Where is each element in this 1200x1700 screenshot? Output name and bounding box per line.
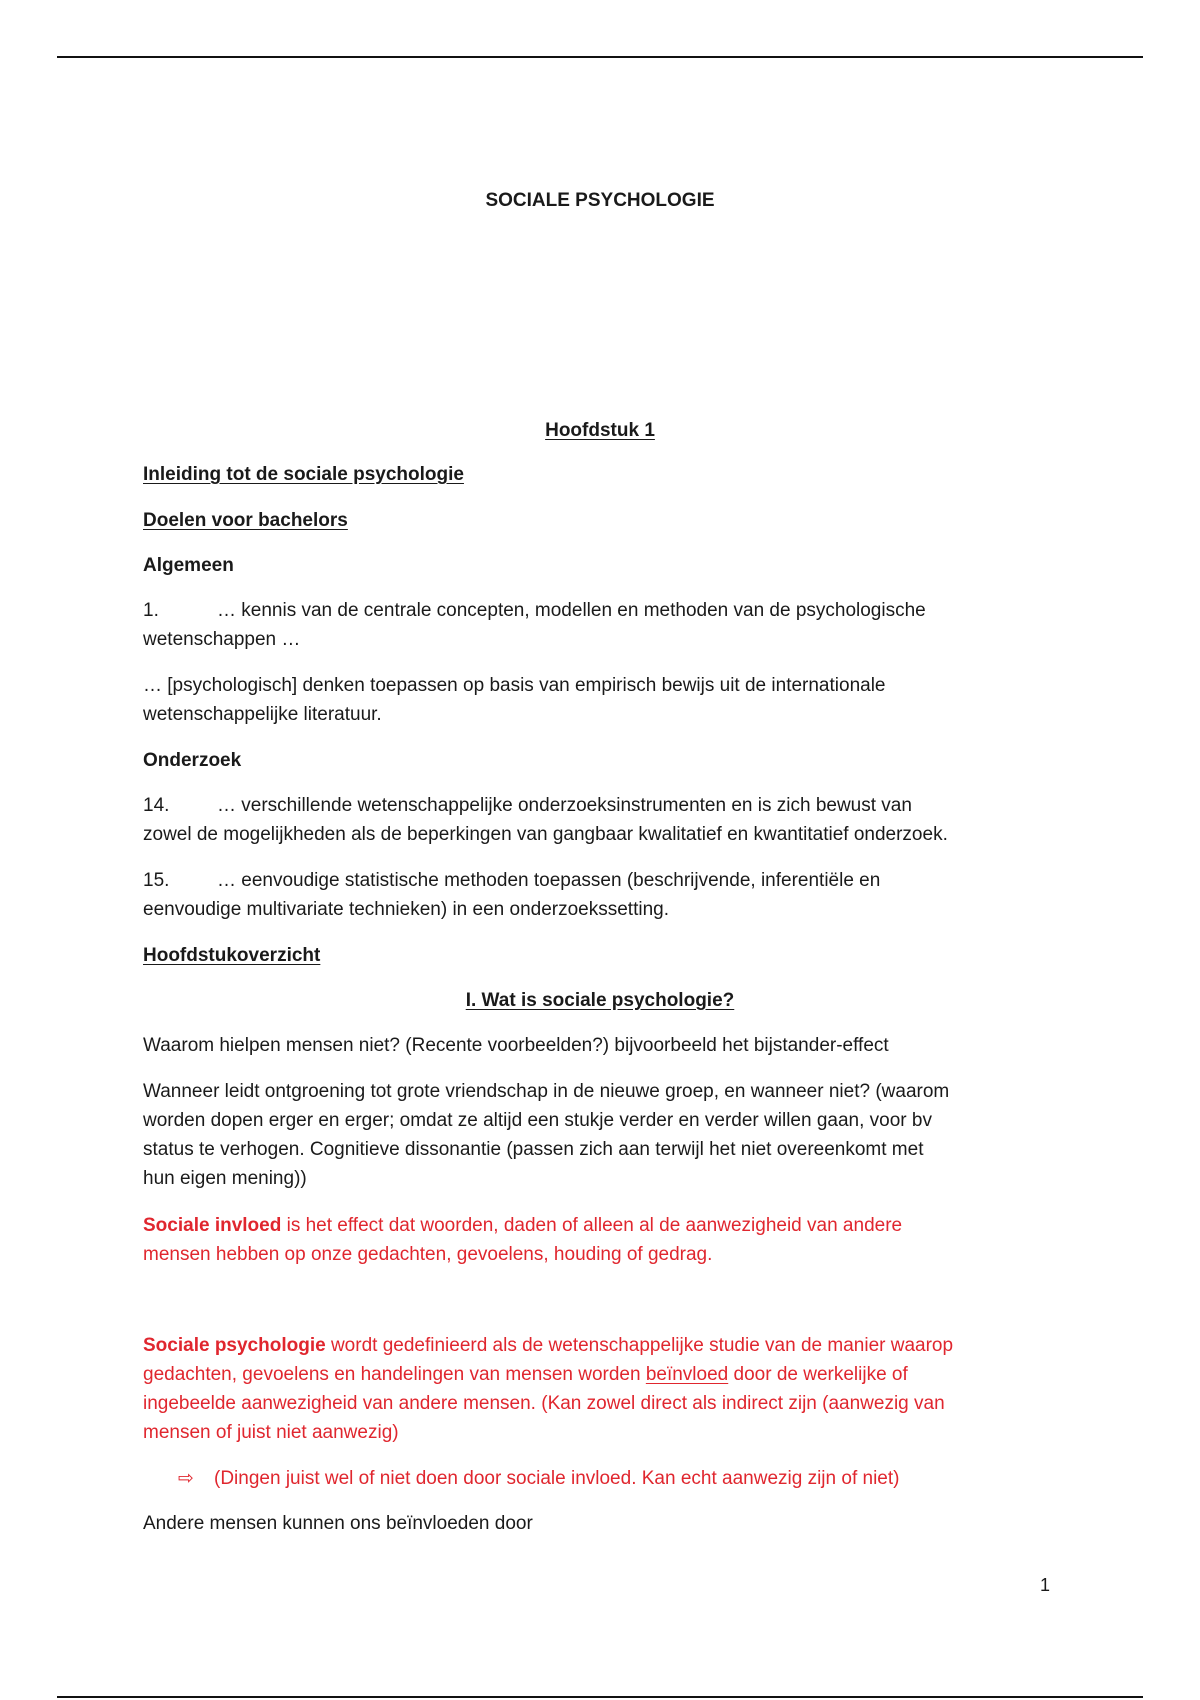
definition-text: is het effect dat woorden, daden of alleen al de aanwezigheid van andere [281,1215,903,1236]
document-title: SOCIALE PSYCHOLOGIE [485,190,715,211]
goals-heading: Doelen voor bachelors [143,510,348,531]
section-heading: I. Wat is sociale psychologie? [465,990,735,1011]
paragraph-line: status te verhogen. Cognitieve dissonantie (passen zich aan terwijl het niet overeenkomt met [143,1139,924,1160]
definition-text: wordt gedefinieerd als de wetenschappelijke studie van de manier waarop [325,1335,954,1356]
definition-text: mensen of juist niet aanwezig) [143,1422,399,1443]
chapter-heading: Hoofdstuk 1 [545,420,655,441]
paragraph-help: Waarom hielpen mensen niet? (Recente voorbeelden?) bijvoorbeeld het bijstander-effect [143,1035,889,1056]
goal-item-1 [143,596,1063,654]
paragraph-hazing [143,1077,1063,1193]
goal-item-15 [143,866,1063,924]
arrow-icon: ⇨ [178,1468,194,1489]
paragraph-others: Andere mensen kunnen ons beïnvloeden door [143,1513,533,1534]
definition-term: Sociale invloed [143,1215,282,1236]
goal-item-text: … verschillende wetenschappelijke onderzoeksinstrumenten en is zich bewust van [217,795,912,816]
intro-heading: Inleiding tot de sociale psychologie [143,464,464,485]
definition-text: ingebeelde aanwezigheid van andere mensen. (Kan zowel direct als indirect zijn (aanwezig van [143,1393,945,1414]
goal-item-1b [143,671,1063,729]
goal-item-text: … [psychologisch] denken toepassen op basis van empirisch bewijs uit de internationale [143,675,886,696]
goal-item-number: 15. [143,870,170,891]
top-rule [57,56,1143,58]
goal-item-text: wetenschappen … [143,629,301,650]
definition-text: gedachten, gevoelens en handelingen van mensen worden [143,1364,646,1385]
page-number: 1 [1040,1575,1051,1595]
goal-item-number: 1. [143,600,159,621]
goal-item-number: 14. [143,795,170,816]
goal-item-text: eenvoudige multivariate technieken) in een onderzoekssetting. [143,899,669,920]
general-heading: Algemeen [143,555,234,576]
paragraph-line: hun eigen mening)) [143,1168,307,1189]
definition-text: door de werkelijke of [728,1364,908,1385]
definition-social-influence [143,1211,1063,1269]
arrow-note-text: (Dingen juist wel of niet doen door sociale invloed. Kan echt aanwezig zijn of niet) [214,1468,900,1489]
bottom-rule [57,1696,1143,1698]
underlined-word: beïnvloed [645,1364,729,1385]
arrow-note [178,1464,899,1493]
definition-text: mensen hebben op onze gedachten, gevoelens, houding of gedrag. [143,1244,713,1265]
paragraph-line: worden dopen erger en erger; omdat ze altijd een stukje verder en verder willen gaan, voor bv [143,1110,932,1131]
definition-social-psychology [143,1331,1063,1447]
goal-item-text: wetenschappelijke literatuur. [143,704,382,725]
goal-item-text: … eenvoudige statistische methoden toepassen (beschrijvende, inferentiële en [217,870,881,891]
paragraph-line: Wanneer leidt ontgroening tot grote vriendschap in de nieuwe groep, en wanneer niet? (waarom [143,1081,950,1102]
goal-item-text: zowel de mogelijkheden als de beperkingen van gangbaar kwalitatief en kwantitatief onderzoek. [143,824,948,845]
overview-heading: Hoofdstukoverzicht [143,945,321,966]
definition-term: Sociale psychologie [143,1335,326,1356]
goal-item-14 [143,791,1063,849]
research-heading: Onderzoek [143,750,242,771]
goal-item-text: … kennis van de centrale concepten, modellen en methoden van de psychologische [217,600,926,621]
